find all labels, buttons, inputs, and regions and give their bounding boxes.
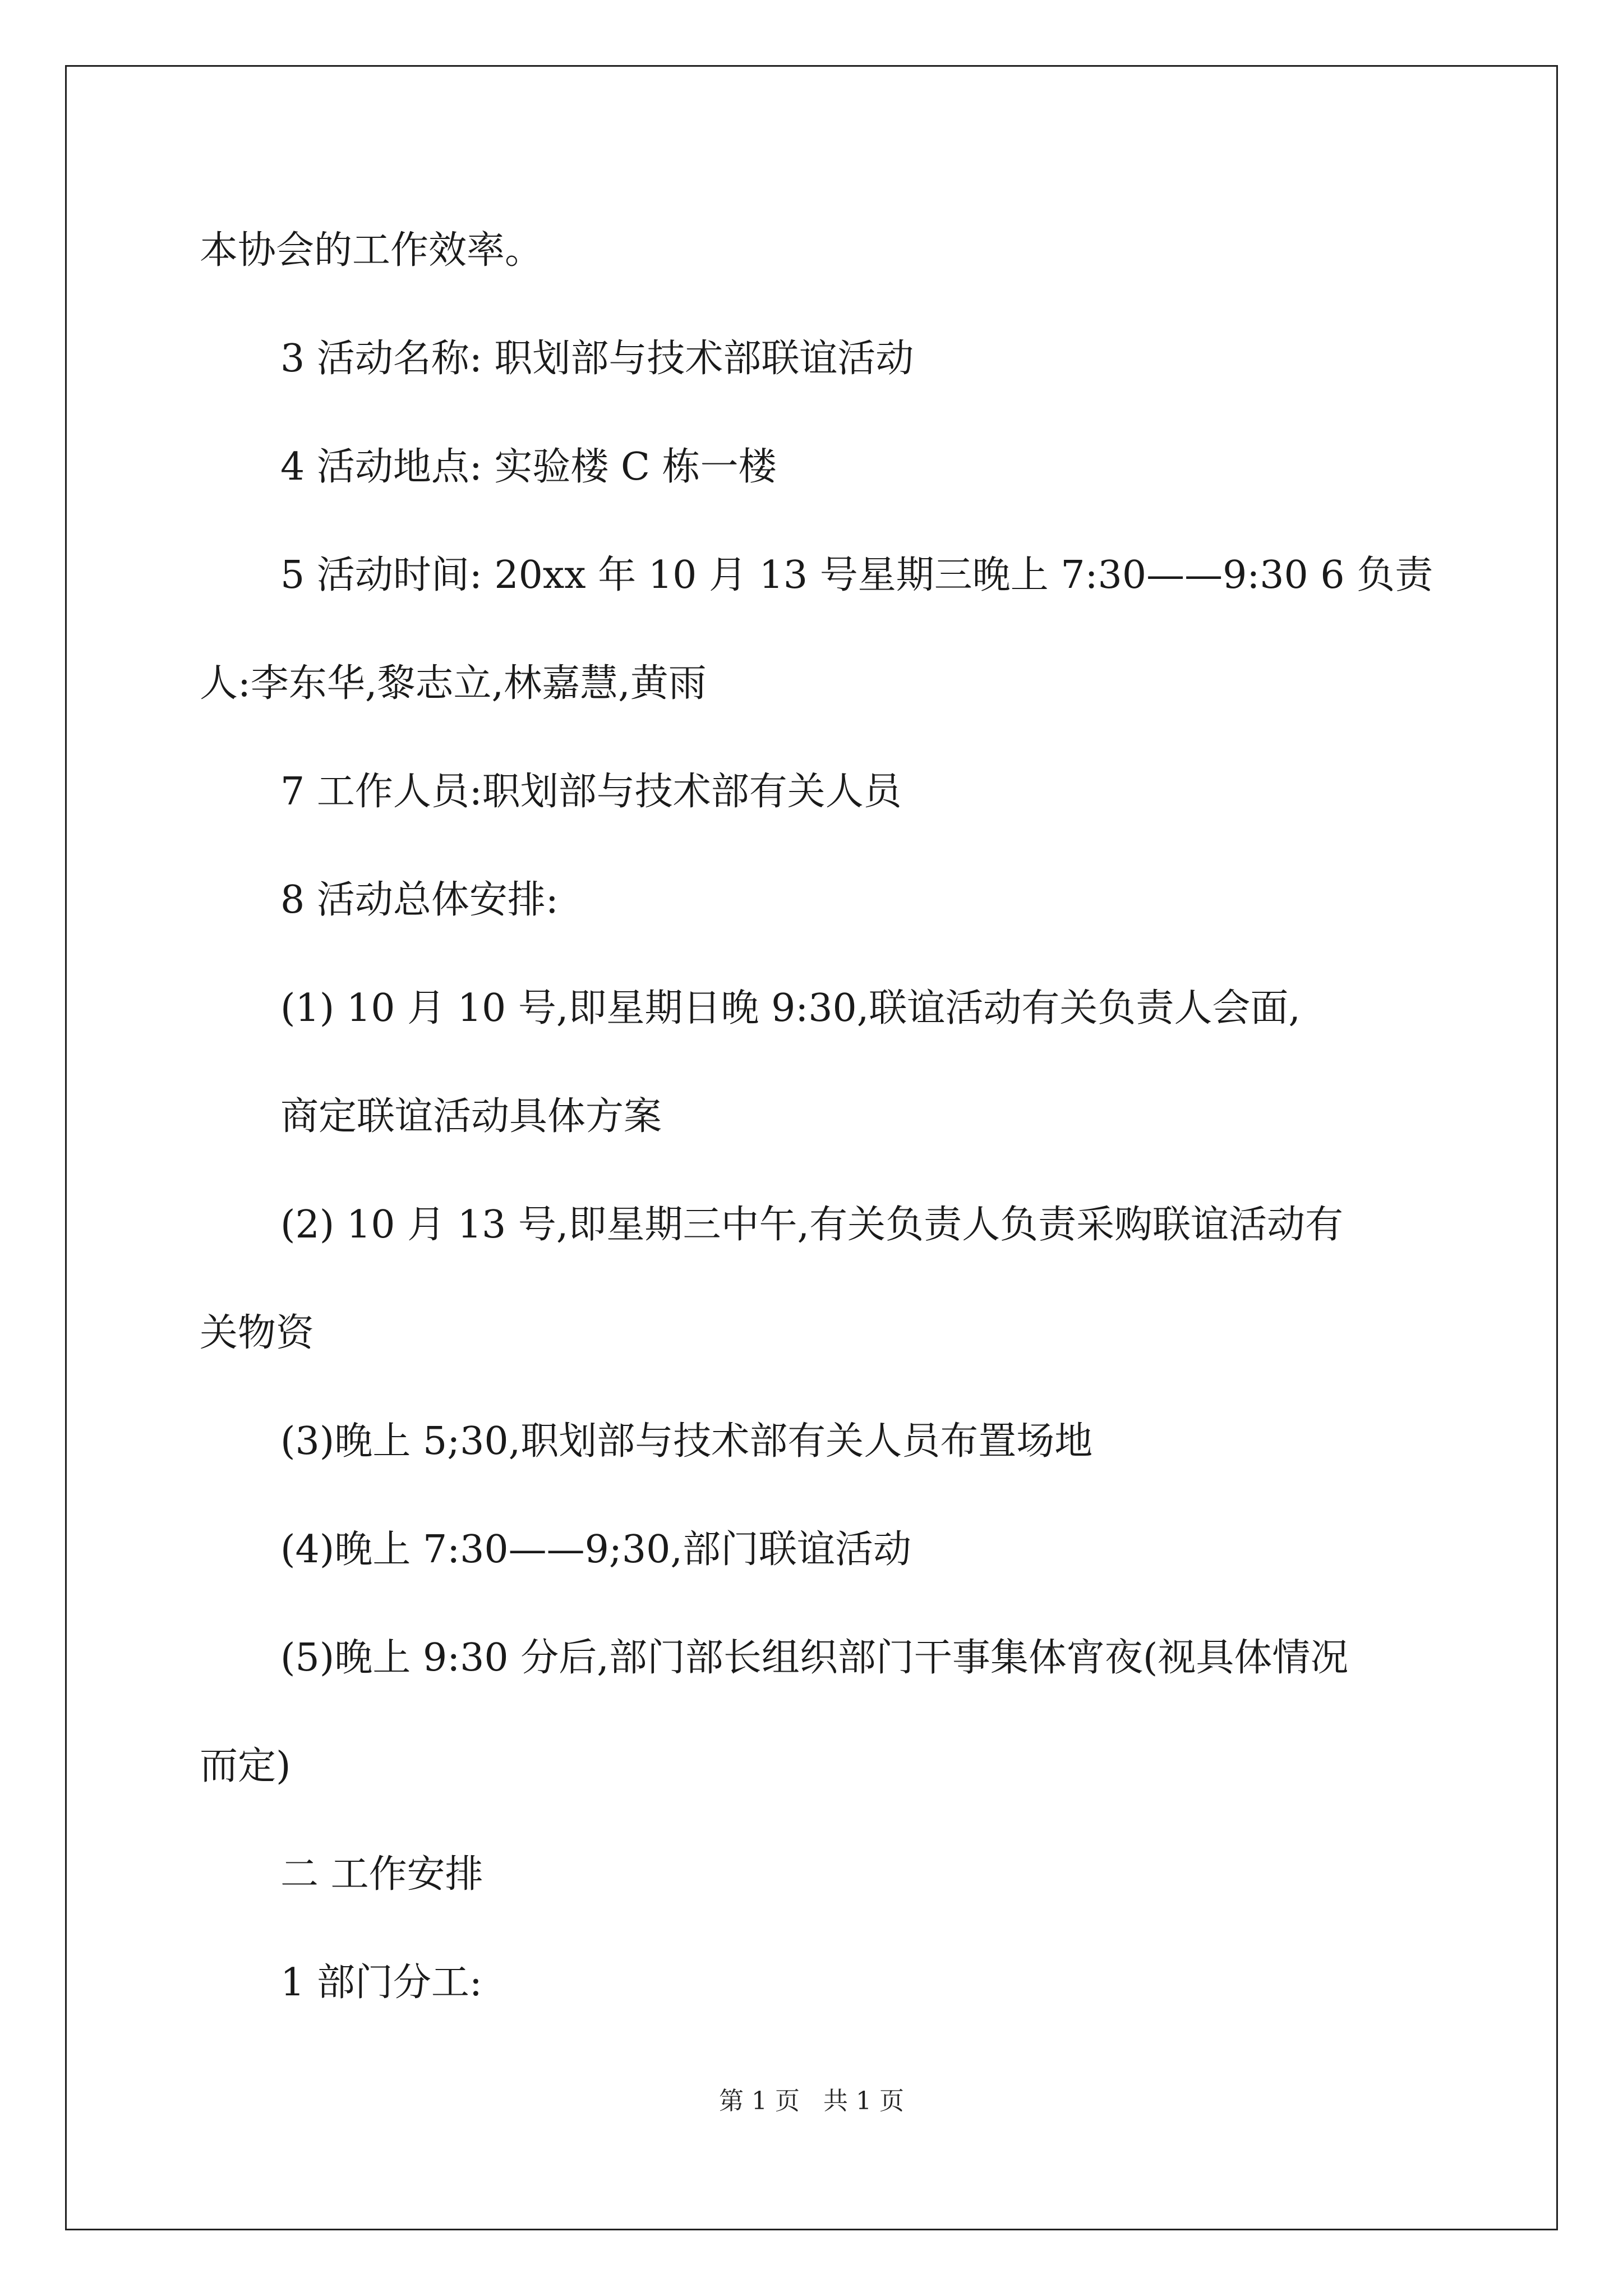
text-line-overall-arrangement: 8 活动总体安排: bbox=[280, 878, 559, 922]
text-line-item-5-cont: 而定) bbox=[200, 1744, 291, 1788]
page-border bbox=[65, 65, 1558, 2230]
text-line-activity-name: 3 活动名称: 职划部与技术部联谊活动 bbox=[280, 337, 914, 381]
text-line-continuation: 本协会的工作效率。 bbox=[200, 228, 543, 273]
text-line-item-2: (2) 10 月 13 号,即星期三中午,有关负责人负责采购联谊活动有 bbox=[280, 1203, 1344, 1247]
text-line-staff: 7 工作人员:职划部与技术部有关人员 bbox=[280, 770, 902, 814]
text-line-item-4: (4)晚上 7:30——9;30,部门联谊活动 bbox=[280, 1527, 911, 1572]
section-heading-work-arrangement: 二 工作安排 bbox=[280, 1852, 483, 1897]
text-line-item-1-cont: 商定联谊活动具体方案 bbox=[280, 1094, 662, 1139]
text-line-department-division: 1 部门分工: bbox=[280, 1961, 482, 2005]
text-line-persons-in-charge: 人:李东华,黎志立,林嘉慧,黄雨 bbox=[200, 661, 707, 706]
text-line-item-2-cont: 关物资 bbox=[200, 1311, 315, 1355]
text-line-item-1: (1) 10 月 10 号,即星期日晚 9:30,联谊活动有关负责人会面, bbox=[280, 986, 1301, 1030]
text-line-item-5: (5)晚上 9:30 分后,部门部长组织部门干事集体宵夜(视具体情况 bbox=[280, 1636, 1349, 1680]
text-line-item-3: (3)晚上 5;30,职划部与技术部有关人员布置场地 bbox=[280, 1419, 1093, 1464]
text-line-activity-time: 5 活动时间: 20xx 年 10 月 13 号星期三晚上 7:30——9:30 6 负责 bbox=[280, 553, 1433, 597]
text-line-activity-location: 4 活动地点: 实验楼 C 栋一楼 bbox=[280, 445, 777, 489]
page-footer: 第 1 页 共 1 页 bbox=[719, 2087, 904, 2115]
